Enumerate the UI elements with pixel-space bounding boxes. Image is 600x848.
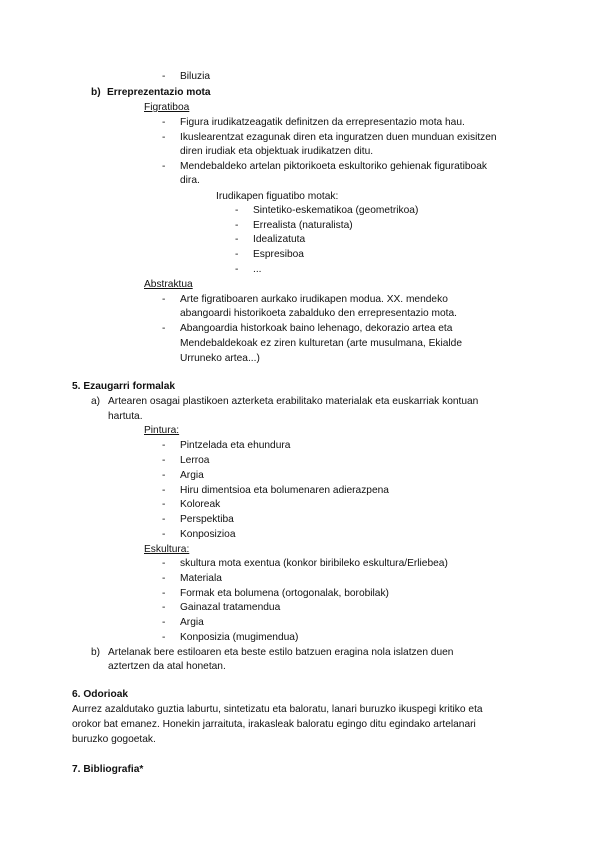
bullet-dash: - — [162, 132, 166, 143]
bullet-dash: - — [162, 455, 166, 466]
section5-title: 5. Ezaugarri formalak — [72, 381, 176, 392]
type-item: ... — [253, 264, 262, 275]
painting-item: Hiru dimentsioa eta bolumenaren adierazpena — [180, 485, 389, 496]
paragraph-line: Aurrez azaldutako guztia laburtu, sintetizatu eta baloratu, lanari buruzko ikuspegi kritiko eta — [72, 704, 483, 715]
paragraph-line: Artelanak bere estiloaren eta beste estilo batzuen eragina nola islatzen duen — [108, 647, 454, 658]
sculpture-item: skultura mota exentua (konkor biribileko eskultura/Erliebea) — [180, 558, 448, 569]
paragraph-line: Artearen osagai plastikoen azterketa erabilitako materialak eta euskarriak kontuan — [108, 396, 479, 407]
bullet-dash: - — [162, 161, 166, 172]
abstract-heading: Abstraktua — [144, 279, 193, 290]
painting-item: Lerroa — [180, 455, 210, 466]
figurative-heading: Figratiboa — [144, 102, 190, 113]
bullet-dash: - — [162, 440, 166, 451]
paragraph-line: aztertzen da atal honetan. — [108, 661, 226, 672]
bullet-dash: - — [162, 294, 166, 305]
sculpture-item: Argia — [180, 617, 204, 628]
painting-item: Argia — [180, 470, 204, 481]
bullet-dash: - — [162, 514, 166, 525]
painting-item: Perspektiba — [180, 514, 234, 525]
bullet-dash: - — [162, 499, 166, 510]
list-item: Figura irudikatzeagatik definitzen da errepresentazio mota hau. — [180, 117, 465, 128]
list-item: Abangoardia historkoak baino lehenago, dekorazio artea eta — [180, 323, 453, 334]
bullet-dash: - — [162, 602, 166, 613]
painting-heading: Pintura: — [144, 425, 180, 436]
sculpture-item: Konposizia (mugimendua) — [180, 632, 299, 643]
bullet-dash: - — [162, 588, 166, 599]
type-item: Errealista (naturalista) — [253, 220, 353, 231]
bullet-dash: - — [162, 529, 166, 540]
type-item: Espresiboa — [253, 249, 304, 260]
list-item-cont: Urruneko artea...) — [180, 353, 260, 364]
painting-item: Pintzelada eta ehundura — [180, 440, 291, 451]
bullet-dash: - — [162, 117, 166, 128]
painting-item: Konposizioa — [180, 529, 236, 540]
type-item: Idealizatuta — [253, 234, 306, 245]
paragraph-line: orokor bat emanez. Honekin jarraituta, irakasleak baloratu egingo ditu egindako artelanari — [72, 719, 476, 730]
bullet-dash: - — [162, 558, 166, 569]
sculpture-item: Gainazal tratamendua — [180, 602, 281, 613]
section6-title: 6. Odorioak — [72, 689, 129, 700]
bullet-dash: - — [162, 71, 166, 82]
list-item-cont: Mendebaldekoak ez ziren kulturetan (arte musulmana, Ekialde — [180, 338, 463, 349]
paragraph-line: hartuta. — [108, 411, 143, 422]
section-b-title: Erreprezentazio mota — [107, 87, 211, 98]
bullet-dash: - — [235, 205, 239, 216]
bullet-dash: - — [235, 220, 239, 231]
list-item: Biluzia — [180, 71, 211, 82]
list-item-cont: dira. — [180, 175, 200, 186]
section5-a-marker: a) — [91, 396, 101, 407]
list-item: Mendebaldeko artelan piktorikoeta eskultoriko gehienak figuratiboak — [180, 161, 487, 172]
sculpture-item: Materiala — [180, 573, 222, 584]
bullet-dash: - — [162, 470, 166, 481]
list-item: Ikuslearentzat ezagunak diren eta inguratzen duen munduan exisitzen — [180, 132, 497, 143]
bullet-dash: - — [162, 617, 166, 628]
section5-b-marker: b) — [91, 647, 101, 658]
bullet-dash: - — [162, 323, 166, 334]
section-b-marker: b) — [91, 87, 101, 98]
types-heading: Irudikapen figuatibo motak: — [216, 191, 339, 202]
section7-title: 7. Bibliografia* — [72, 764, 144, 775]
bullet-dash: - — [235, 264, 239, 275]
bullet-dash: - — [162, 573, 166, 584]
sculpture-item: Formak eta bolumena (ortogonalak, borobilak) — [180, 588, 389, 599]
type-item: Sintetiko-eskematikoa (geometrikoa) — [253, 205, 419, 216]
bullet-dash: - — [235, 249, 239, 260]
sculpture-heading: Eskultura: — [144, 544, 190, 555]
painting-item: Koloreak — [180, 499, 221, 510]
bullet-dash: - — [235, 234, 239, 245]
list-item-cont: diren irudiak eta objektuak irudikatzen ditu. — [180, 146, 374, 157]
list-item-cont: abangoardi historikoeta zabalduko den errepresentazio mota. — [180, 308, 457, 319]
bullet-dash: - — [162, 485, 166, 496]
list-item: Arte figratiboaren aurkako irudikapen modua. XX. mendeko — [180, 294, 448, 305]
bullet-dash: - — [162, 632, 166, 643]
paragraph-line: buruzko gogoetak. — [72, 734, 156, 745]
